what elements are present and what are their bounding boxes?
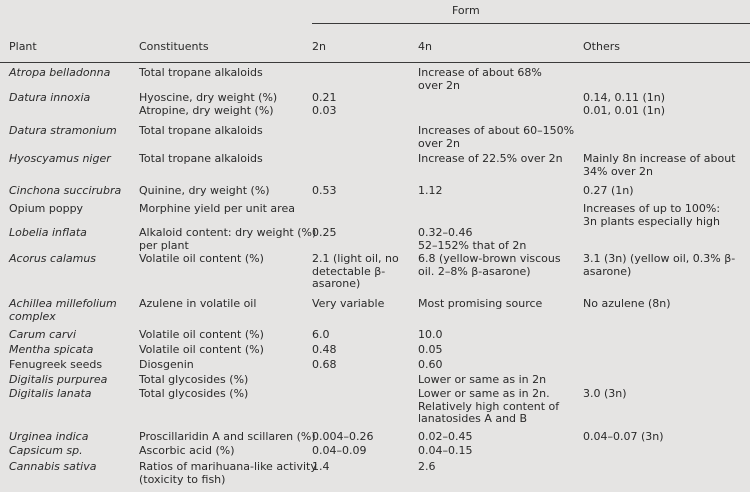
cell-line: Proscillaridin A and scillaren (%) — [139, 430, 316, 443]
cell-plant — [9, 185, 134, 198]
cell-line: 0.03 — [312, 103, 337, 117]
cell-4n — [418, 329, 578, 342]
cell-line: Cannabis sativa — [9, 460, 97, 473]
cell-line: 1.4 — [312, 460, 330, 473]
cell-line: Diosgenin — [139, 358, 194, 371]
cell-constituents — [139, 125, 309, 138]
header-rule — [0, 62, 750, 63]
cell-line: 0.04–0.15 — [418, 444, 473, 457]
cell-line: Acorus calamus — [9, 252, 97, 265]
cell-2n — [312, 329, 414, 342]
cell-line: Quinine, dry weight (%) — [139, 184, 270, 197]
cell-2n — [312, 92, 414, 117]
cell-4n — [418, 388, 578, 426]
cell-others — [583, 253, 748, 278]
cell-constituents — [139, 67, 309, 80]
cell-line: 0.04–0.09 — [312, 444, 367, 457]
cell-line: Volatile oil content (%) — [139, 343, 264, 356]
cell-constituents — [139, 253, 309, 266]
cell-4n — [418, 227, 578, 252]
cell-plant — [9, 374, 134, 387]
cell-plant — [9, 461, 134, 474]
cell-2n — [312, 298, 414, 311]
cell-line: over 2n — [418, 78, 460, 92]
cell-line: Capsicum sp. — [9, 444, 83, 457]
cell-line: per plant — [139, 238, 189, 252]
cell-line: 2.6 — [418, 460, 436, 473]
cell-2n — [312, 431, 414, 444]
cell-line: 34% over 2n — [583, 164, 653, 178]
cell-line: Ratios of marihuana-like activity — [139, 460, 317, 473]
cell-plant — [9, 329, 134, 342]
cell-4n — [418, 374, 578, 387]
cell-4n — [418, 431, 578, 444]
cell-4n — [418, 344, 578, 357]
cell-4n — [418, 67, 578, 92]
cell-line: Achillea millefolium — [9, 297, 117, 310]
cell-line: 0.21 — [312, 91, 337, 104]
cell-constituents — [139, 226, 317, 252]
cell-line: asarone) — [583, 264, 632, 278]
cell-4n — [418, 125, 578, 150]
cell-line: 0.01, 0.01 (1n) — [583, 103, 666, 117]
cell-line: Hyoscine, dry weight (%) — [139, 91, 278, 104]
cell-plant — [9, 445, 134, 458]
cell-line: Carum carvi — [9, 328, 77, 341]
cell-line: Morphine yield per unit area — [139, 202, 295, 215]
cell-line: Total tropane alkaloids — [139, 152, 263, 165]
cell-line: detectable β- — [312, 264, 386, 278]
col-header-2n: 2n — [312, 40, 326, 53]
cell-line: Lower or same as in 2n — [418, 373, 547, 386]
cell-line: 0.53 — [312, 184, 337, 197]
cell-plant — [9, 92, 134, 105]
cell-plant — [9, 67, 134, 80]
cell-line: 6.8 (yellow-brown viscous — [418, 252, 561, 265]
cell-line: lanatosides A and B — [418, 412, 528, 425]
cell-line: No azulene (8n) — [583, 297, 671, 310]
form-group-rule — [312, 23, 750, 24]
cell-line: Increases of about 60–150% — [418, 124, 575, 137]
cell-line: Total glycosides (%) — [139, 373, 249, 386]
cell-2n — [312, 227, 414, 240]
cell-plant — [9, 344, 134, 357]
cell-line: 2.1 (light oil, no — [312, 252, 399, 265]
cell-line: Volatile oil content (%) — [139, 252, 264, 265]
col-header-plant: Plant — [9, 40, 37, 53]
cell-line: 0.32–0.46 — [418, 226, 473, 239]
cell-line: 3.1 (3n) (yellow oil, 0.3% β- — [583, 252, 736, 265]
cell-constituents — [139, 344, 309, 357]
cell-others — [583, 92, 748, 117]
cell-line: Atropine, dry weight (%) — [139, 103, 274, 117]
cell-2n — [312, 445, 414, 458]
cell-line: Increase of about 68% — [418, 66, 542, 79]
cell-4n — [418, 253, 578, 278]
cell-line: 52–152% that of 2n — [418, 238, 527, 252]
col-header-others: Others — [583, 40, 620, 53]
cell-line: 0.02–0.45 — [418, 430, 473, 443]
cell-line: 0.004–0.26 — [312, 430, 374, 443]
cell-line: 0.27 (1n) — [583, 184, 634, 197]
form-column-group-heading: Form — [452, 4, 480, 17]
cell-line: Total tropane alkaloids — [139, 124, 263, 137]
cell-line: 0.25 — [312, 226, 337, 239]
cell-line: Digitalis purpurea — [9, 373, 108, 386]
cell-line: Very variable — [312, 297, 385, 310]
cell-4n — [418, 445, 578, 458]
cell-line: complex — [9, 309, 56, 323]
cell-constituents — [139, 153, 309, 166]
cell-constituents — [139, 460, 317, 486]
cell-line: Digitalis lanata — [9, 387, 92, 400]
cell-others — [583, 203, 748, 228]
cell-constituents — [139, 374, 309, 387]
cell-line: Azulene in volatile oil — [139, 297, 257, 310]
cell-plant — [9, 125, 134, 138]
cell-line: Datura stramonium — [9, 124, 117, 137]
cell-constituents — [139, 185, 309, 198]
cell-2n — [312, 253, 414, 291]
cell-line: Relatively high content of — [418, 399, 560, 413]
cell-line: Total tropane alkaloids — [139, 66, 263, 79]
cell-2n — [312, 359, 414, 372]
cell-constituents — [139, 298, 309, 311]
cell-plant — [9, 431, 134, 444]
col-header-constituents: Constituents — [139, 40, 209, 53]
cell-constituents — [139, 329, 309, 342]
cell-line: Increase of 22.5% over 2n — [418, 152, 563, 165]
cell-plant — [9, 227, 134, 240]
cell-line: over 2n — [418, 136, 460, 150]
cell-line: 0.48 — [312, 343, 337, 356]
cell-line: Urginea indica — [9, 430, 89, 443]
cell-4n — [418, 298, 578, 311]
cell-line: 0.60 — [418, 358, 443, 371]
cell-others — [583, 388, 748, 401]
cell-line: asarone) — [312, 277, 361, 290]
cell-line: 0.04–0.07 (3n) — [583, 430, 664, 443]
cell-line: Mainly 8n increase of about — [583, 152, 736, 165]
cell-constituents — [139, 203, 309, 216]
cell-4n — [418, 185, 578, 198]
col-header-4n: 4n — [418, 40, 432, 53]
cell-line: 3.0 (3n) — [583, 387, 627, 400]
cell-constituents — [139, 445, 309, 458]
cell-2n — [312, 344, 414, 357]
cell-others — [583, 185, 748, 198]
cell-line: Ascorbic acid (%) — [139, 444, 235, 457]
cell-line: Increases of up to 100%: — [583, 202, 721, 215]
cell-line: 10.0 — [418, 328, 443, 341]
cell-others — [583, 298, 748, 311]
cell-constituents — [139, 430, 316, 444]
cell-line: Fenugreek seeds — [9, 358, 103, 371]
cell-plant — [9, 153, 134, 166]
cell-line: Volatile oil content (%) — [139, 328, 264, 341]
cell-line: Hyoscyamus niger — [9, 152, 111, 165]
cell-line: Lobelia inflata — [9, 226, 87, 239]
cell-line: 3n plants especially high — [583, 214, 720, 228]
cell-plant — [9, 298, 134, 323]
cell-plant — [9, 253, 134, 266]
cell-constituents — [139, 359, 309, 372]
cell-plant — [9, 388, 134, 401]
cell-4n — [418, 359, 578, 372]
cell-constituents — [139, 92, 309, 117]
cell-line: Total glycosides (%) — [139, 387, 249, 400]
cell-2n — [312, 185, 414, 198]
cell-line: Most promising source — [418, 297, 543, 310]
cell-line: Atropa belladonna — [9, 66, 111, 79]
cell-line: 0.68 — [312, 358, 337, 371]
cell-line: Mentha spicata — [9, 343, 94, 356]
cell-4n — [418, 461, 578, 474]
cell-line: Lower or same as in 2n. — [418, 387, 550, 400]
cell-line: Opium poppy — [9, 202, 84, 215]
cell-plant — [9, 359, 134, 372]
cell-line: 0.05 — [418, 343, 443, 356]
cell-4n — [418, 153, 578, 166]
cell-line: oil. 2–8% β-asarone) — [418, 264, 531, 278]
cell-2n — [312, 461, 414, 474]
cell-line: (toxicity to fish) — [139, 472, 226, 486]
cell-constituents — [139, 388, 309, 401]
cell-line: Cinchona succirubra — [9, 184, 122, 197]
cell-line: 1.12 — [418, 184, 443, 197]
cell-line: Alkaloid content: dry weight (%) — [139, 226, 317, 239]
cell-others — [583, 431, 748, 444]
cell-line: 0.14, 0.11 (1n) — [583, 91, 666, 104]
cell-line: 6.0 — [312, 328, 330, 341]
cell-others — [583, 153, 748, 178]
cell-plant — [9, 203, 134, 216]
cell-line: Datura innoxia — [9, 91, 91, 104]
